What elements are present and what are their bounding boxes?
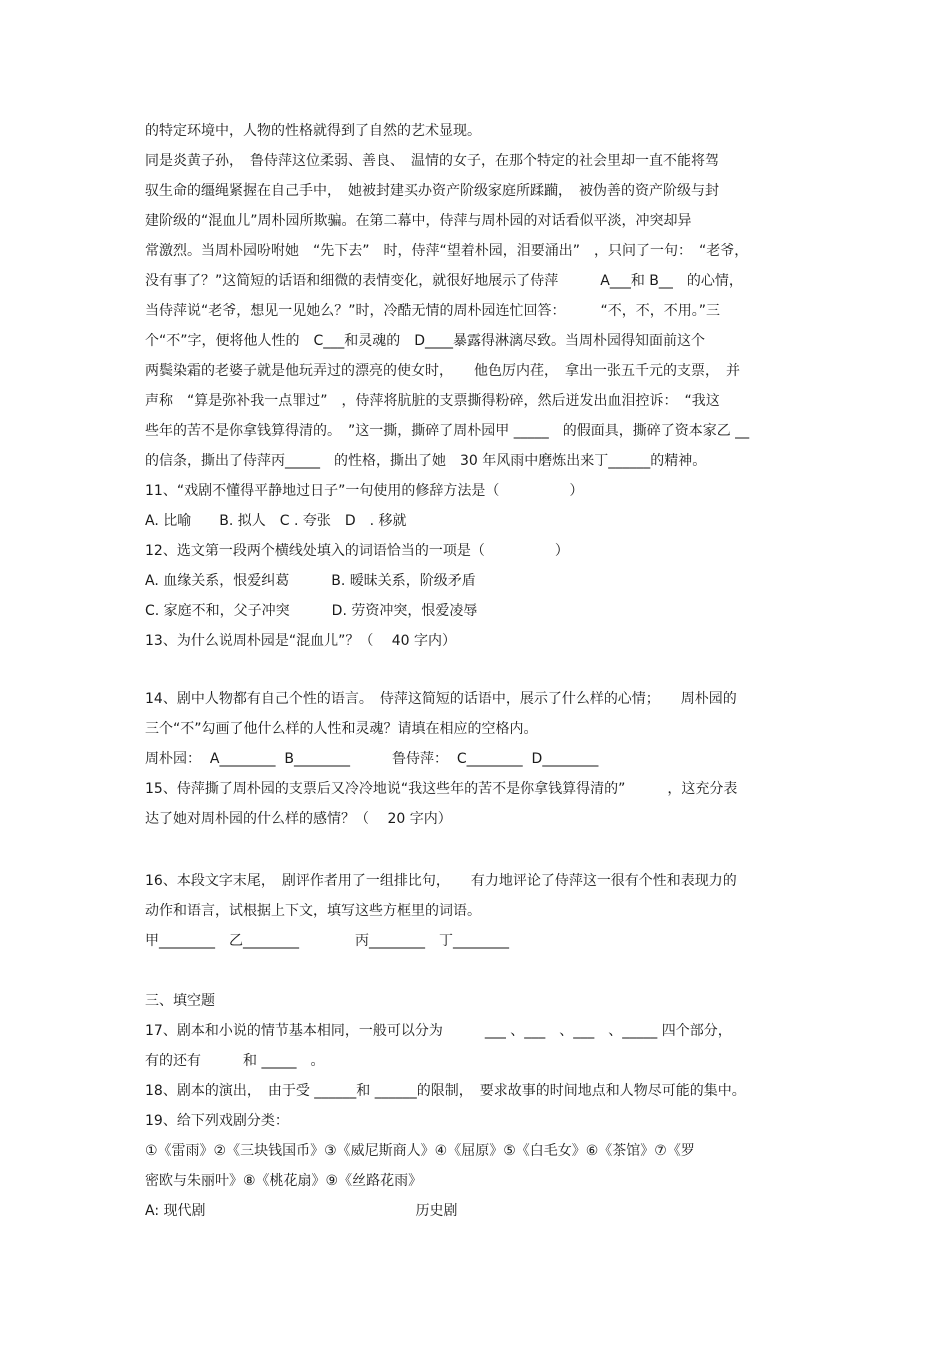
- text-line: 15、侍萍撕了周朴园的支票后又冷冷地说“我这些年的苦不是你拿钱算得清的” ，这充分表: [145, 781, 738, 797]
- text-line: 有的还有 和 _____ 。: [145, 1053, 325, 1069]
- text-line: 常激烈。当周朴园吩咐她 “先下去” 时，侍萍“望着朴园，泪要涌出” ，只问了一句： “老爷，: [145, 243, 749, 259]
- text-line: 没有事了？”这简短的话语和细微的表情变化，就很好地展示了侍萍 A___和 B__ 的心情，: [145, 273, 743, 289]
- text-line: 的信条，撕出了侍萍丙_____ 的性格，撕出了她 30 年风雨中磨炼出来丁______的精神。: [145, 453, 707, 469]
- text-line: 17、剧本和小说的情节基本相同，一般可以分为 ___ 、___ 、___ 、_____ 四个部分，: [145, 1023, 732, 1039]
- text-line: 三、填空题: [145, 993, 215, 1009]
- text-line: 个“不”字，便将他人性的 C___和灵魂的 D____暴露得淋漓尽致。当周朴园得知面前这个: [145, 333, 706, 349]
- text-line: 11、“戏剧不懂得平静地过日子”一句使用的修辞方法是（ ）: [145, 483, 584, 499]
- text-line: 甲________ 乙________ 丙________ 丁________: [145, 933, 509, 949]
- text-line: 声称 “算是弥补我一点罪过” ，侍萍将肮脏的支票撕得粉碎，然后迸发出血泪控诉： “我这: [145, 393, 720, 409]
- text-line: 当侍萍说“老爷，想见一见她么？”时，冷酷无情的周朴园连忙回答： “不，不，不用。”三: [145, 303, 721, 319]
- text-line: A. 比喻 B. 拟人 C . 夸张 D . 移就: [145, 513, 407, 529]
- text-line: 16、本段文字末尾， 剧评作者用了一组排比句， 有力地评论了侍萍这一很有个性和表现力的: [145, 873, 737, 889]
- text-line: C. 家庭不和，父子冲突 D. 劳资冲突，恨爱凌辱: [145, 603, 478, 619]
- text-line: 些年的苦不是你拿钱算得清的。 ”这一撕，撕碎了周朴园甲 _____ 的假面具，撕碎了资本家乙 __: [145, 423, 750, 439]
- text-line: 驭生命的缰绳紧握在自己手中， 她被封建买办资产阶级家庭所蹂躏， 被伪善的资产阶级与封: [145, 183, 719, 199]
- text-line: 12、选文第一段两个横线处填入的词语恰当的一项是（ ）: [145, 543, 569, 559]
- text-line: 18、剧本的演出， 由于受 ______和 ______的限制， 要求故事的时间地点和人物尽可能的集中。: [145, 1083, 746, 1099]
- text-line: 19、给下列戏剧分类：: [145, 1113, 289, 1129]
- text-line: 三个“不”勾画了他什么样的人性和灵魂？请填在相应的空格内。: [145, 721, 538, 737]
- text-line: 两鬓染霜的老婆子就是他玩弄过的漂亮的使女时， 他色厉内荏， 拿出一张五千元的支票， 并: [145, 363, 740, 379]
- text-line: 达了她对周朴园的什么样的感情？（ 20 字内）: [145, 811, 452, 827]
- text-line: 13、为什么说周朴园是“混血儿”？（ 40 字内）: [145, 633, 457, 649]
- text-line: A: 现代剧 历史剧: [145, 1203, 458, 1219]
- text-line: ①《雷雨》②《三块钱国币》③《威尼斯商人》④《屈原》⑤《白毛女》⑥《茶馆》⑦《罗: [145, 1143, 695, 1159]
- text-line: 14、剧中人物都有自己个性的语言。 侍萍这简短的话语中，展示了什么样的心情； 周朴园的: [145, 691, 737, 707]
- text-line: 的特定环境中，人物的性格就得到了自然的艺术显现。: [145, 123, 481, 139]
- text-line: 动作和语言，试根据上下文，填写这些方框里的词语。: [145, 903, 481, 919]
- text-line: 建阶级的“混血儿”周朴园所欺骗。在第二幕中，侍萍与周朴园的对话看似平淡，冲突却异: [145, 213, 692, 229]
- text-line: 周朴园： A________ B________ 鲁侍萍： C________ D________: [145, 751, 599, 767]
- text-line: A. 血缘关系，恨爱纠葛 B. 暧昧关系，阶级矛盾: [145, 573, 476, 589]
- text-line: 密欧与朱丽叶》⑧《桃花扇》⑨《丝路花雨》: [145, 1173, 423, 1189]
- text-line: 同是炎黄子孙， 鲁侍萍这位柔弱、善良、 温情的女子，在那个特定的社会里却一直不能将驾: [145, 153, 719, 169]
